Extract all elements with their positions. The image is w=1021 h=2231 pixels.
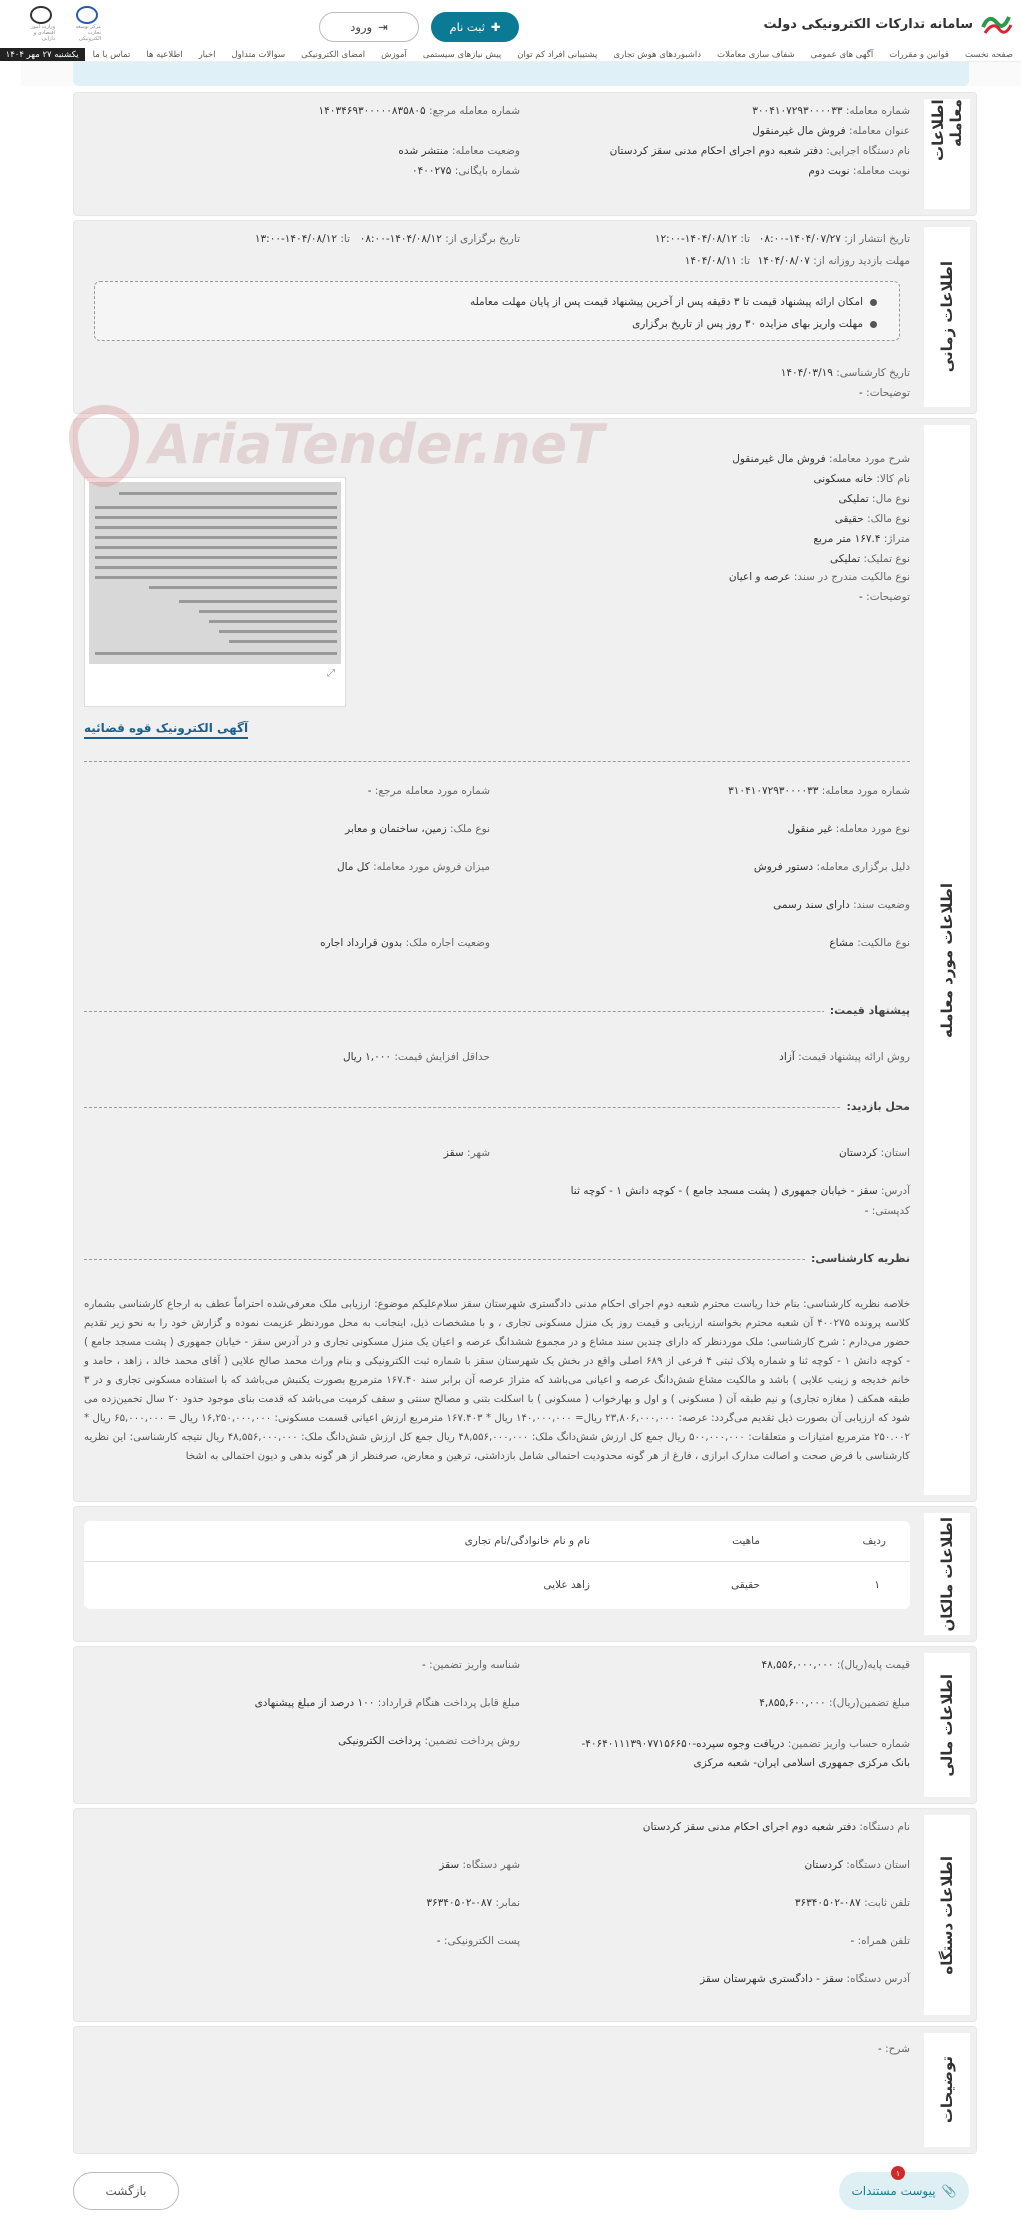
doc-line <box>95 546 337 549</box>
nav-contact[interactable]: تماس با ما <box>92 50 131 60</box>
nav-notices[interactable]: اطلاعیه ها <box>146 50 183 60</box>
divider <box>84 761 910 762</box>
org-tel: تلفن ثابت: ۰۸۷-۳۶۳۴۰۵۰۲ <box>794 1897 910 1909</box>
contract-payment: مبلغ قابل پرداخت هنگام قرارداد: ۱۰۰ درصد از مبلغ پیشنهادی <box>254 1697 520 1709</box>
ribbon <box>21 62 1021 86</box>
paperclip-icon: 📎 <box>941 2184 957 2198</box>
item-prop: نوع ملک: زمین، ساختمان و معابر <box>345 823 490 835</box>
item-ownership: نوع مالکیت: مشاع <box>829 937 910 949</box>
item-area: متراژ: ۱۶۷.۴ متر مربع <box>813 533 910 545</box>
deal-number: شماره معامله: ۳۰۰۴۱۰۷۲۹۳۰۰۰۰۳۳ <box>752 105 910 117</box>
brand[interactable] <box>764 9 1013 39</box>
doc-line <box>95 556 337 559</box>
nav-faq[interactable]: سوالات متداول <box>231 50 286 60</box>
section-org <box>73 1808 977 2022</box>
item-ref: شماره مورد معامله مرجع: - <box>367 785 490 797</box>
time-desc: توضیحات: - <box>859 387 910 399</box>
login-icon: ⇥ <box>378 20 388 34</box>
section-finance <box>73 1646 977 1804</box>
judiciary-ad-link[interactable]: آگهی الکترونیک قوه قضائیه <box>84 721 248 739</box>
user-plus-icon: ✚ <box>490 20 501 34</box>
nav-date: یکشنبه ۲۷ مهر ۱۴۰۴ <box>0 48 85 61</box>
section-title: اطلاعات مالکان <box>938 1516 956 1632</box>
item-owner: نوع مالک: حقیقی <box>834 513 910 525</box>
item-reason: دلیل برگزاری معامله: دستور فروش <box>753 861 910 873</box>
doc-line <box>95 506 337 509</box>
org-fax: نمابر: ۰۸۷-۳۶۳۴۰۵۰۲ <box>426 1897 520 1909</box>
section-head <box>918 1507 976 1641</box>
back-button[interactable] <box>73 2172 179 2210</box>
emblem-text: وزارت امور اقتصادی و دارایی <box>31 24 55 42</box>
item-doc: نوع مالکیت مندرج در سند: عرصه و اعیان <box>728 571 910 583</box>
nav-transparency[interactable]: شفاف سازی معاملات <box>717 50 795 60</box>
nav-home[interactable]: صفحه نخست <box>964 50 1013 60</box>
nav-support[interactable]: پشتیبانی افراد کم توان <box>517 50 598 60</box>
login-label: ورود <box>350 20 373 34</box>
nav-esign[interactable]: امضای الکترونیکی <box>301 50 366 60</box>
account-number: شماره حساب واریز تضمین: دریافت وجوه سپرده-۴۰۶۴۰۱۱۱۳۹۰۷۷۱۵۶۶۵۰-بانک مرکزی جمهوری اسلامی ایران- شعبه مرکزی <box>581 1738 910 1769</box>
top-bar <box>21 0 1021 48</box>
section-deal <box>73 92 977 216</box>
item-lease: وضعیت اجاره ملک: بدون قرارداد اجاره <box>320 937 490 949</box>
section-head <box>918 1809 976 2021</box>
item-deed: وضعیت سند: دارای سند رسمی <box>773 899 910 911</box>
main-nav <box>5 48 1021 62</box>
price-subtitle: پیشنهاد قیمت: <box>824 1004 910 1017</box>
col-index: ردیف <box>862 1535 886 1547</box>
emblem-mefa <box>73 6 101 42</box>
section-head <box>918 2027 976 2153</box>
watermark <box>61 395 604 505</box>
loc-city: شهر: سقز <box>443 1147 490 1159</box>
emblem-icon <box>76 6 98 24</box>
hold-from: تاریخ برگزاری از: ۱۴۰۴/۰۸/۱۲-۰۸:۰۰ <box>359 233 520 245</box>
nav-laws[interactable]: قوانین و مقررات <box>889 50 949 60</box>
col-name: نام و نام خانوادگی/نام تجاری <box>464 1535 590 1547</box>
ribbon-stripe <box>73 62 969 86</box>
item-own: نوع تملیک: تملیکی <box>829 553 910 565</box>
expert-subtitle: نظریه کارشناسی: <box>805 1252 910 1265</box>
nav-prereq[interactable]: پیش نیازهای سیستمی <box>422 50 502 60</box>
expert-opinion: خلاصه نظریه کارشناسی: بنام خدا ریاست محترم شعبه دوم اجرای احکام مدنی دادگستری شهرستان سقز سلام‌علیکم موضوع: ارزیابی ملک معرفی‌شده احتراماً عطف به ارجاع کارشناسی بشماره کلاسه پرونده ۴۰۰۲۷۵ آن شعبه محترم بخواسته ارزیابی و قیمت روز یک منزل مسکونی تجاری ، و با مشخصات ذیل، اینجانب به محل موردنظر عزیمت نموده و گزارش خود را به نحو زیر تقدیم حضور می‌دارم : شرح کارشناسی: ملک موردنظر که دارای چندین سند مشاع و در مجموع ششدانگ عرصه و اعیان یک منزل مسکونی تجاری و در آدرس سقز - خیابان جمهوری ( پشت مسجد جامع ) - کوچه دانش ۱ - کوچه ثنا و شماره پلاک ثبتی ۴ فرعی از ۶۸۹ اصلی واقع در بخش یک شهرستان سقز با شماره ثبت الکترونیکی و بنام وراث محمد صالح علایی ( آقای محمد خالد ، زاهد ، حامد و خانم خدیجه و زینب علایی ) باشد و مالکیت مشاع شش‌دانگ عرصه و اعیانی می‌باشد که متراژ عرصه آن برابر سند ۱۶۷.۴۰ مترمربع بصورت یکنبش می‌باشد که با استفاده مسکونی تجاری و در ۳ طبقه همکف ( مغازه تجاری) و نیم طبقه آن ( مسکونی ) و اول و بهارخواب ( مسکونی ) با اسکلت بتنی و مصالح سنتی و سقف کرمیت می‌باشد که قدمت بنای موجود حدود ۲۰ سال تخمین‌زده می شود که ارزیابی آن بصورت ذیل تقدیم می‌گردد: عرصه: ۲۳,۸۰۶,۰۰۰,۰۰۰ ریال= ۱۴۰,۰۰۰,۰۰۰ ریال * ۱۶۷.۴۰۳ مترمربع ارزش اعیانی قسمت مسکونی: ۱۶,۲۵۰,۰۰۰,۰۰۰ ریال = ۶۵,۰۰۰,۰۰۰ ریال * ۲۵۰.۰۰۲ مترمربع امتیازات و متعلقات: ۵۰۰,۰۰۰,۰۰۰ ریال جمع کل ارزش شش‌دانگ ملک: ۴۸,۵۵۶,۰۰۰,۰۰۰ ریال جمع کل ارزش شش‌دانگ ملک: ۴۸,۵۵۶,۰۰۰,۰۰۰ ریال نتیجه کارشناسی: این نظریه کارشناسی با فرض صحت و اصالت مدارک ابرازی ، فارغ از هر گونه محدودیت احتمالی شامل بازداشتی، ترهین و معارض، صرفنظر از هر گونه بدهی و دیون احتمالی به اشخا <box>84 1299 911 1462</box>
divider <box>84 1011 910 1012</box>
loc-province: استان: کردستان <box>838 1147 910 1159</box>
section-head <box>918 1647 976 1803</box>
item-name: نام کالا: خانه مسکونی <box>813 473 910 485</box>
notes-box <box>94 281 900 341</box>
nav-news[interactable]: اخبار <box>198 50 216 60</box>
watermark-shield-icon <box>69 405 139 487</box>
item-share: میزان فروش مورد معامله: کل مال <box>337 861 490 873</box>
section-head <box>918 419 976 1501</box>
iran-emblem-icon <box>30 6 52 24</box>
item-type: نوع مال: تملیکی <box>838 493 910 505</box>
divider <box>84 1107 910 1108</box>
setad-logo-icon <box>979 9 1013 39</box>
register-label: ثبت نام <box>449 20 485 34</box>
hold-to: تا: ۱۴۰۴/۰۸/۱۲-۱۳:۰۰ <box>254 233 350 245</box>
section-title: توضیحات <box>938 2056 956 2124</box>
doc-line <box>95 526 337 529</box>
deal-status: وضعیت معامله: منتشر شده <box>398 145 520 157</box>
deal-org: نام دستگاه اجرایی: دفتر شعبه دوم اجرای احکام مدنی سقز کردستان <box>609 145 910 157</box>
item-desc: شرح مورد معامله: فروش مال غیرمنقول <box>732 453 910 465</box>
section-owners <box>73 1506 977 1642</box>
doc-line <box>95 566 337 569</box>
row-name: زاهد علایی <box>543 1579 590 1591</box>
expand-icon[interactable]: ⤢ <box>327 668 335 679</box>
doc-line <box>95 576 337 579</box>
section-desc <box>73 2026 977 2154</box>
deal-turn: نوبت معامله: نوبت دوم <box>808 165 910 177</box>
doc-line <box>229 640 337 643</box>
attachments-label: پیوست مستندات <box>851 2184 936 2198</box>
price-method: روش ارائه پیشنهاد قیمت: آزاد <box>779 1051 910 1063</box>
section-head <box>918 221 976 413</box>
watermark-text: AriaTender.neT <box>149 413 604 476</box>
price-min: حداقل افزایش قیمت: ۱,۰۰۰ ریال <box>342 1051 490 1063</box>
pub-from: تاریخ انتشار از: ۱۴۰۴/۰۷/۲۷-۰۸:۰۰ <box>758 233 910 245</box>
row-index: ۱ <box>874 1579 880 1591</box>
attachments-count-badge: ۱ <box>891 2166 905 2180</box>
payment-method: روش پرداخت تضمین: پرداخت الکترونیکی <box>338 1735 520 1747</box>
doc-line <box>219 630 337 633</box>
item-number: شماره مورد معامله: ۳۱۰۴۱۰۷۲۹۳۰۰۰۰۳۳ <box>728 785 910 797</box>
divider <box>84 1259 910 1260</box>
doc-line <box>95 536 337 539</box>
org-address: آدرس دستگاه: سقز - دادگستری شهرستان سقز <box>700 1973 910 1985</box>
section-title: اطلاعات معامله <box>929 99 965 161</box>
back-label: بازگشت <box>105 2184 147 2198</box>
section-head <box>918 93 976 215</box>
section-title: اطلاعات مالی <box>938 1673 956 1777</box>
attachments-button[interactable] <box>839 2172 969 2210</box>
row-kind: حقیقی <box>730 1579 760 1591</box>
section-item <box>73 418 977 1502</box>
nav-training[interactable]: آموزش <box>381 50 407 60</box>
pub-to: تا: ۱۴۰۴/۰۸/۱۲-۱۲:۰۰ <box>654 233 750 245</box>
deal-title: عنوان معامله: فروش مال غیرمنقول <box>752 125 910 137</box>
doc-line <box>95 652 337 655</box>
login-button[interactable] <box>319 12 419 42</box>
note-2: مهلت واریز بهای مزایده ۳۰ روز پس از تاریخ برگزاری <box>632 318 863 330</box>
org-province: استان دستگاه: کردستان <box>804 1859 910 1871</box>
ad-document-image[interactable] <box>84 477 346 707</box>
desc-text: شرح: - <box>877 2043 910 2055</box>
visit-from: مهلت بازدید روزانه از: ۱۴۰۴/۰۸/۰۷ <box>757 255 910 267</box>
item-notes: توضیحات: - <box>859 591 910 603</box>
footer-actions <box>21 2168 1021 2231</box>
guarantee-amount: مبلغ تضمین(ریال): ۴,۸۵۵,۶۰۰,۰۰۰ <box>759 1697 910 1709</box>
loc-zip: کدپستی: - <box>864 1205 910 1217</box>
table-divider <box>84 1561 910 1562</box>
org-name: نام دستگاه: دفتر شعبه دوم اجرای احکام مدنی سقز کردستان <box>642 1821 910 1833</box>
doc-line <box>95 516 337 519</box>
doc-page <box>89 482 341 664</box>
nav-dashboards[interactable]: داشبوردهای هوش تجاری <box>613 50 702 60</box>
section-time <box>73 220 977 414</box>
item-kind: نوع مورد معامله: غیر منقول <box>787 823 910 835</box>
visit-to: تا: ۱۴۰۴/۰۸/۱۱ <box>684 255 750 267</box>
owners-table <box>84 1521 910 1609</box>
org-mobile: تلفن همراه: - <box>850 1935 910 1947</box>
location-subtitle: محل بازدید: <box>840 1100 910 1113</box>
doc-line <box>149 586 337 589</box>
section-title: اطلاعات مورد معامله <box>938 882 956 1038</box>
emblem-text: مرکز توسعه تجارت الکترونیکی <box>75 24 101 42</box>
site-title: سامانه تدارکات الکترونیکی دولت <box>763 16 973 32</box>
org-email: پست الکترونیکی: - <box>436 1935 520 1947</box>
base-price: قیمت پایه(ریال): ۴۸,۵۵۶,۰۰۰,۰۰۰ <box>761 1659 910 1671</box>
org-city: شهر دستگاه: سقز <box>439 1859 520 1871</box>
section-title: اطلاعات زمانی <box>938 261 956 373</box>
guarantee-id: شناسه واریز تضمین: - <box>422 1659 520 1671</box>
emblems <box>27 6 101 42</box>
expert-date: تاریخ کارشناسی: ۱۴۰۴/۰۳/۱۹ <box>780 367 910 379</box>
doc-line <box>199 610 337 613</box>
section-title: اطلاعات دستگاه <box>938 1855 956 1975</box>
note-1: امکان ارائه پیشنهاد قیمت تا ۳ دقیقه پس از آخرین پیشنهاد قیمت پس از پایان مهلت معامله <box>469 296 863 308</box>
loc-address: آدرس: سقز - خیابان جمهوری ( پشت مسجد جامع ) - کوچه دانش ۱ - کوچه ثنا <box>570 1185 910 1197</box>
nav-ads[interactable]: آگهی های عمومی <box>810 50 874 60</box>
register-button[interactable] <box>431 12 519 42</box>
deal-ref: شماره معامله مرجع: ۱۴۰۳۴۶۹۳۰۰۰۰۰۸۳۵۸۰۵ <box>318 105 520 117</box>
doc-line <box>179 600 337 603</box>
emblem-iran <box>27 6 55 42</box>
doc-line <box>209 620 337 623</box>
deal-archive: شماره بایگانی: ۰۴۰۰۲۷۵ <box>411 165 520 177</box>
col-kind: ماهیت <box>732 1535 760 1547</box>
